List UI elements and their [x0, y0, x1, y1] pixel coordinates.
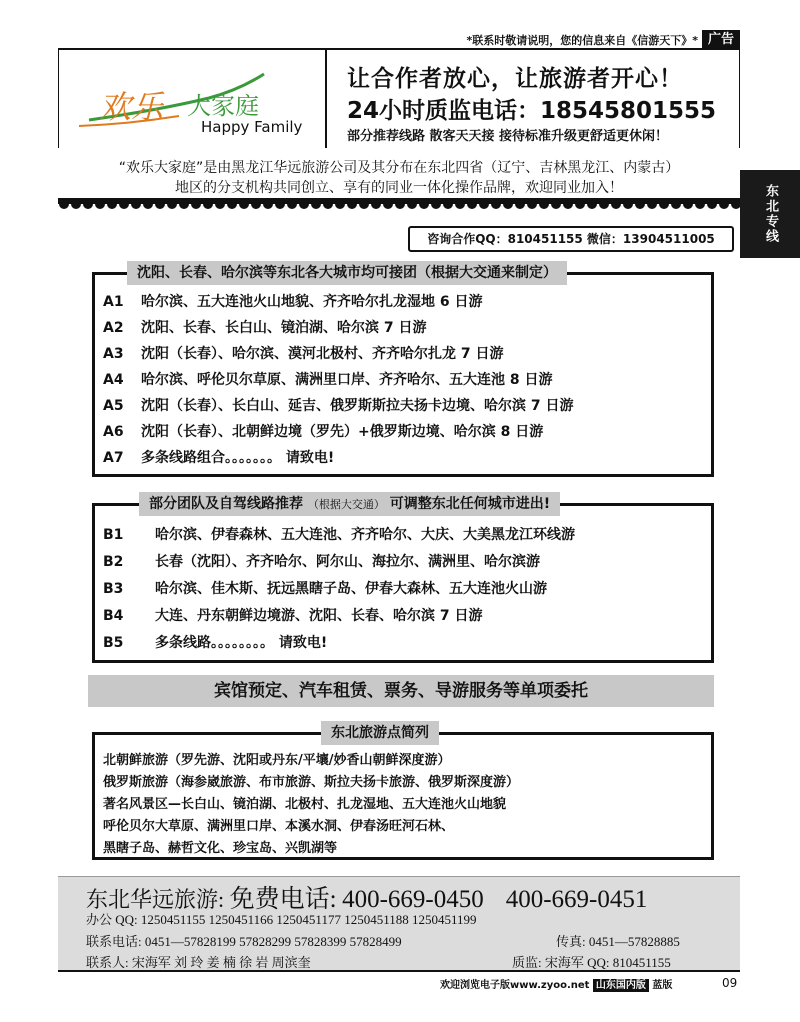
footer-qq-row	[86, 909, 476, 928]
footer-tel-label: 联系电话:	[86, 934, 142, 949]
scallop-bump	[287, 199, 297, 209]
scallop-bump	[527, 199, 537, 209]
footer-qq-label: 办公 QQ:	[86, 912, 138, 927]
route-row	[103, 578, 547, 598]
route-code: A4	[103, 372, 124, 388]
footer-tel-row	[86, 931, 402, 950]
scallop-bump	[659, 199, 669, 209]
footer-qq-list: 1250451155 1250451166 1250451177 1250451188 1250451199	[140, 912, 477, 927]
scallop-bump	[131, 199, 141, 209]
spot-row: 呼伦贝尔大草原、满洲里口岸、本溪水洞、伊春汤旺河石林、	[103, 819, 455, 834]
route-text: 哈尔滨、佳木斯、抚远黑瞎子岛、伊春大森林、五大连池火山游	[155, 581, 547, 597]
footer-free-label: 免费电话:	[229, 886, 337, 913]
scallop-bump	[263, 199, 273, 209]
slogan: 让合作者放心，让旅游者开心！	[347, 66, 683, 92]
scallop-bump	[515, 199, 525, 209]
logo-cn-text-2: 大家庭	[187, 92, 259, 120]
scallop-bump	[635, 199, 645, 209]
intro-line-1: “欢乐大家庭”是由黑龙江华远旅游公司及其分布在东北四省（辽宁、吉林黑龙江、内蒙古）	[118, 160, 680, 176]
scallop-bump	[371, 199, 381, 209]
logo-en-text: Happy Family	[201, 118, 303, 136]
route-row	[103, 632, 327, 652]
scallop-bump	[251, 199, 261, 209]
header-divider	[325, 50, 327, 148]
scallop-bump	[719, 199, 729, 209]
route-row	[103, 395, 574, 415]
section-side-tab: 东北专线	[740, 170, 800, 258]
scallop-bump	[611, 199, 621, 209]
spots-box	[92, 725, 714, 860]
route-text: 多条线路。。。。。。。。 请致电!	[155, 635, 328, 651]
route-row	[103, 447, 334, 467]
route-text: 多条线路组合。。。。。。。 请致电!	[141, 450, 335, 466]
scallop-bump	[71, 199, 81, 209]
service-bar: 宾馆预定、汽车租赁、票务、导游服务等单项委托	[88, 675, 714, 707]
scallop-bump	[239, 199, 249, 209]
scallop-bump	[275, 199, 285, 209]
page-number: 09	[722, 976, 738, 990]
scallop-bump	[503, 199, 513, 209]
footer-fax-label: 传真:	[556, 934, 586, 949]
scallop-bump	[167, 199, 177, 209]
box-a-title: 沈阳、长春、哈尔滨等东北各大城市均可接团（根据大交通来制定）	[127, 261, 567, 285]
route-row	[103, 421, 543, 441]
scallop-bump	[203, 199, 213, 209]
scallop-bump	[95, 199, 105, 209]
scallop-bump	[647, 199, 657, 209]
scallop-bump	[455, 199, 465, 209]
spot-row: 北朝鲜旅游（罗先游、沈阳或丹东/平壤/妙香山朝鲜深度游）	[103, 753, 451, 768]
color-edition: 蓝版	[652, 980, 673, 991]
scallop-bump	[695, 199, 705, 209]
spots-title: 东北旅游点简列	[321, 721, 439, 745]
route-text: 哈尔滨、呼伦贝尔草原、满洲里口岸、齐齐哈尔、五大连池 8 日游	[141, 372, 553, 388]
spot-row: 黑瞎子岛、赫哲文化、珍宝岛、兴凯湖等	[103, 841, 338, 856]
scallop-bump	[347, 199, 357, 209]
scallop-bump	[311, 199, 321, 209]
route-code: B4	[103, 608, 124, 624]
scallop-bump	[467, 199, 477, 209]
footer-qc: 宋海军 QQ: 810451155	[544, 955, 671, 970]
logo-cn-text: 欢乐	[99, 88, 164, 126]
bottom-credit	[440, 976, 672, 991]
scallop-bump	[443, 199, 453, 209]
route-text: 哈尔滨、伊春森林、五大连池、齐齐哈尔、大庆、大美黑龙江环线游	[155, 527, 575, 543]
scallop-bump	[191, 199, 201, 209]
scallop-bump	[479, 199, 489, 209]
route-code: A6	[103, 424, 124, 440]
route-text: 哈尔滨、五大连池火山地貌、齐齐哈尔扎龙湿地 6 日游	[141, 294, 483, 310]
route-text: 沈阳（长春）、长白山、延吉、俄罗斯斯拉夫扬卡边境、哈尔滨 7 日游	[141, 398, 574, 414]
scallop-bump	[419, 199, 429, 209]
scallop-bump	[599, 199, 609, 209]
route-code: A7	[103, 450, 124, 466]
scallop-bump	[623, 199, 633, 209]
scallop-bump	[143, 199, 153, 209]
scallop-bump	[491, 199, 501, 209]
spot-row: 著名风景区—长白山、镜泊湖、北极村、扎龙湿地、五大连池火山地貌	[103, 797, 507, 812]
website-credit: 欢迎浏览电子版www.zyoo.net	[440, 980, 590, 991]
box-b-title	[139, 492, 560, 516]
ad-tag: 广告	[702, 30, 740, 50]
route-code: B5	[103, 635, 124, 651]
route-row	[103, 369, 553, 389]
footer-person-row	[86, 952, 311, 971]
footer-fax-row	[556, 931, 680, 950]
route-box-b	[92, 496, 714, 663]
route-text: 沈阳（长春）、哈尔滨、漠河北极村、齐齐哈尔扎龙 7 日游	[141, 346, 504, 362]
quality-hotline: 24小时质监电话：18545801555	[347, 98, 717, 124]
scallop-bump	[587, 199, 597, 209]
route-code: A5	[103, 398, 124, 414]
header-box	[58, 50, 740, 148]
scallop-bump	[671, 199, 681, 209]
route-code: A1	[103, 294, 124, 310]
scallop-bump	[407, 199, 417, 209]
route-code: B1	[103, 527, 124, 543]
scallop-bump	[155, 199, 165, 209]
scallop-divider	[58, 198, 740, 212]
edition-label: 山东国内版	[593, 979, 649, 992]
footer-qc-label: 质监:	[512, 955, 542, 970]
footer-qc-row	[512, 952, 671, 971]
route-row	[103, 343, 504, 363]
scallop-bump	[395, 199, 405, 209]
route-text: 大连、丹东朝鲜边境游、沈阳、长春、哈尔滨 7 日游	[155, 608, 483, 624]
scallop-bump	[359, 199, 369, 209]
scallop-bump	[431, 199, 441, 209]
route-code: A2	[103, 320, 124, 336]
route-text: 沈阳、长春、长白山、镜泊湖、哈尔滨 7 日游	[141, 320, 427, 336]
sub-slogan: 部分推荐线路 散客天天接 接待标准升级更舒适更休闲！	[347, 129, 669, 144]
contact-box: 咨询合作QQ：810451155 微信：13904511005	[408, 226, 734, 252]
intro-line-2: 地区的分支机构共同创立、享有的同业一体化操作品牌，欢迎同业加入！	[175, 180, 623, 196]
scallop-bump	[107, 199, 117, 209]
scallop-bump	[119, 199, 129, 209]
route-code: A3	[103, 346, 124, 362]
scallop-bump	[323, 199, 333, 209]
route-row	[103, 605, 483, 625]
scallop-bump	[59, 199, 69, 209]
scallop-bump	[683, 199, 693, 209]
footer-phone-2: 400-669-0451	[505, 886, 648, 913]
spot-row: 俄罗斯旅游（海参崴旅游、布市旅游、斯拉夫扬卡旅游、俄罗斯深度游）	[103, 775, 520, 790]
box-b-title-small: （根据大交通）	[307, 498, 385, 511]
box-b-title-main: 部分团队及自驾线路推荐	[149, 496, 303, 512]
route-code: B3	[103, 581, 124, 597]
route-code: B2	[103, 554, 124, 570]
route-row	[103, 291, 483, 311]
scallop-bump	[575, 199, 585, 209]
footer-tel-list: 0451—57828199 57828299 57828399 57828499	[144, 934, 402, 949]
footer-persons: 宋海军 刘 玲 姜 楠 徐 岩 周滨奎	[131, 955, 311, 970]
scallop-bump	[335, 199, 345, 209]
scallop-bump	[707, 199, 717, 209]
footer-company: 东北华远旅游:	[86, 887, 225, 912]
scallop-bump	[551, 199, 561, 209]
route-row	[103, 524, 575, 544]
scallop-bump	[215, 199, 225, 209]
scallop-bump	[299, 199, 309, 209]
scallop-bump	[83, 199, 93, 209]
top-bar	[58, 30, 740, 50]
scallop-bump	[383, 199, 393, 209]
route-text: 沈阳（长春）、北朝鲜边境（罗先）+俄罗斯边境、哈尔滨 8 日游	[141, 424, 544, 440]
box-b-title-tail: 可调整东北任何城市进出!	[389, 496, 551, 512]
scallop-bump	[563, 199, 573, 209]
happy-family-logo	[69, 60, 319, 140]
footer-contact	[58, 876, 740, 972]
route-text: 长春（沈阳）、齐齐哈尔、阿尔山、海拉尔、满洲里、哈尔滨游	[155, 554, 540, 570]
intro-text	[58, 158, 740, 198]
scallop-bump	[179, 199, 189, 209]
route-row	[103, 551, 540, 571]
route-box-a	[92, 265, 714, 477]
footer-fax: 0451—57828885	[588, 934, 680, 949]
source-notice: *联系时敬请说明，您的信息来自《信游天下》*	[466, 34, 698, 47]
footer-phone-1: 400-669-0450	[342, 886, 484, 913]
scallop-bump	[227, 199, 237, 209]
footer-person-label: 联系人:	[86, 955, 129, 970]
route-row	[103, 317, 427, 337]
scallop-bump	[539, 199, 549, 209]
